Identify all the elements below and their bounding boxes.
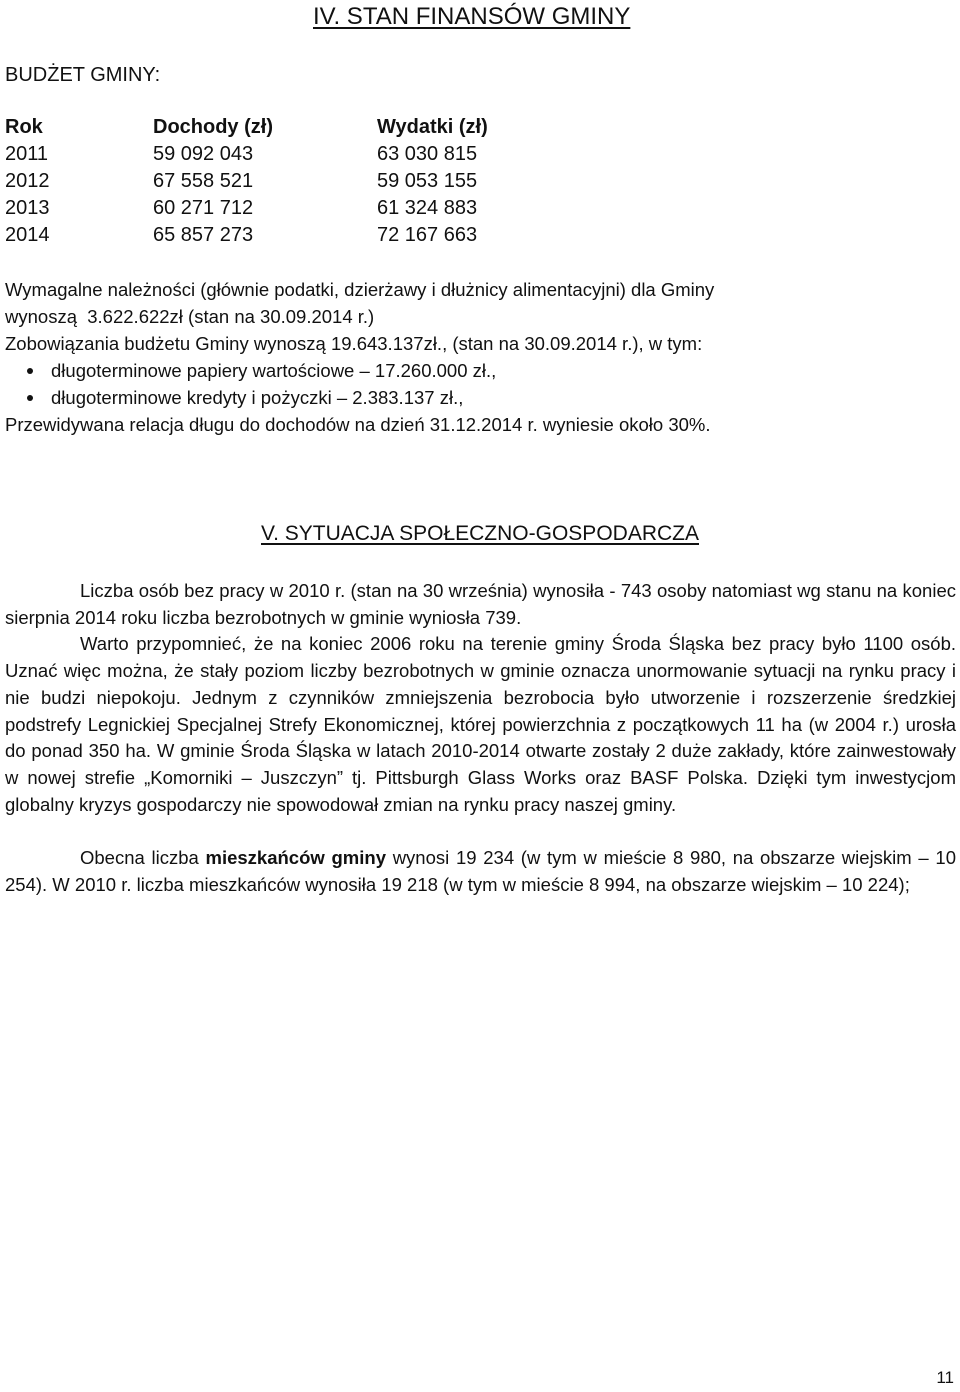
header-year: Rok — [5, 116, 43, 138]
expenses-cell: 61 324 883 — [377, 197, 478, 219]
table-row — [5, 141, 637, 168]
list-item — [5, 357, 957, 384]
section-5-title: V. SYTUACJA SPOŁECZNO-GOSPODARCZA — [261, 522, 699, 545]
bullet-icon — [27, 395, 33, 401]
population-paragraph — [5, 845, 956, 898]
bullet-icon — [27, 368, 33, 374]
section-4-title: IV. STAN FINANSÓW GMINY — [313, 3, 631, 30]
income-cell: 59 092 043 — [153, 143, 254, 165]
population-emphasis: mieszkańców gminy — [205, 847, 386, 869]
receivables-line-1: Wymagalne należności (głównie podatki, dzierżawy i dłużnicy alimentacyjni) dla Gminy — [5, 279, 715, 300]
year-cell: 2013 — [5, 197, 50, 219]
year-cell: 2012 — [5, 170, 50, 192]
expenses-cell: 59 053 155 — [377, 170, 478, 192]
year-cell: 2014 — [5, 224, 50, 246]
list-item-text: długoterminowe papiery wartościowe – 17.260.000 zł., — [51, 360, 497, 381]
finance-details — [5, 276, 957, 438]
table-row — [5, 168, 637, 195]
year-cell: 2011 — [5, 143, 49, 165]
table-row — [5, 195, 637, 222]
budget-table — [5, 114, 637, 249]
page-number: 11 — [936, 1368, 954, 1387]
economy-paragraph: Warto przypomnieć, że na koniec 2006 roku na terenie gminy Środa Śląska bez pracy było 1100 osób. Uznać więc można, że stały poziom liczby bezrobotnych w gminie oznacza unormowanie sytuacji na rynku pracy i nie budzi niepokoju. Jednym z czynników zmniejszenia bezrobocia było utworzenie i rozszerzenie średzkiej podstrefy Legnickiej Specjalnej Strefy Ekonomicznej, której powierzchnia z początkowych 11 ha (w 2004 r.) urosła do ponad 350 ha. W gminie Środa Śląska w latach 2010-2014 otwarte zostały 2 duże zakłady, które zainwestowały w nowej strefie „Komorniki – Juszczyn” tj. Pittsburgh Glass Works oraz BASF Polska. Dzięki tym inwestycjom globalny kryzys gospodarczy nie spowodował zmian na rynku pracy naszej gminy. — [5, 633, 956, 815]
list-item — [5, 384, 957, 411]
socio-economic-text — [5, 578, 956, 898]
budget-heading: BUDŻET GMINY: — [5, 64, 161, 86]
income-cell: 67 558 521 — [153, 170, 254, 192]
income-cell: 60 271 712 — [153, 197, 254, 219]
expenses-cell: 63 030 815 — [377, 143, 478, 165]
table-row — [5, 222, 637, 249]
receivables-line-2: wynoszą 3.622.622zł (stan na 30.09.2014 r.) — [5, 306, 375, 327]
population-text-end: wynosi 19 234 (w tym w mieście 8 980, na obszarze wiejskim – 10 254). W 2010 r. liczba mieszkańców wynosiła 19 218 (w tym w mieście 8 994, na obszarze wiejskim – 10 224); — [5, 847, 956, 895]
liabilities-line: Zobowiązania budżetu Gminy wynoszą 19.643.137zł., (stan na 30.09.2014 r.), w tym: — [5, 333, 703, 354]
income-cell: 65 857 273 — [153, 224, 254, 246]
liabilities-list — [5, 357, 957, 411]
header-expenses: Wydatki (zł) — [377, 116, 488, 138]
unemployment-paragraph: Liczba osób bez pracy w 2010 r. (stan na 30 września) wynosiła - 743 osoby natomiast wg stanu na koniec sierpnia 2014 roku liczba bezrobotnych w gminie wyniosła 739. — [5, 580, 956, 628]
population-text-start: Obecna liczba — [80, 847, 206, 869]
budget-table-header-row — [5, 114, 637, 141]
list-item-text: długoterminowe kredyty i pożyczki – 2.383.137 zł., — [51, 387, 464, 408]
paragraph-gap — [5, 818, 956, 845]
header-income: Dochody (zł) — [153, 116, 273, 138]
expenses-cell: 72 167 663 — [377, 224, 478, 246]
debt-ratio-line: Przewidywana relacja długu do dochodów na dzień 31.12.2014 r. wyniesie około 30%. — [5, 414, 711, 435]
